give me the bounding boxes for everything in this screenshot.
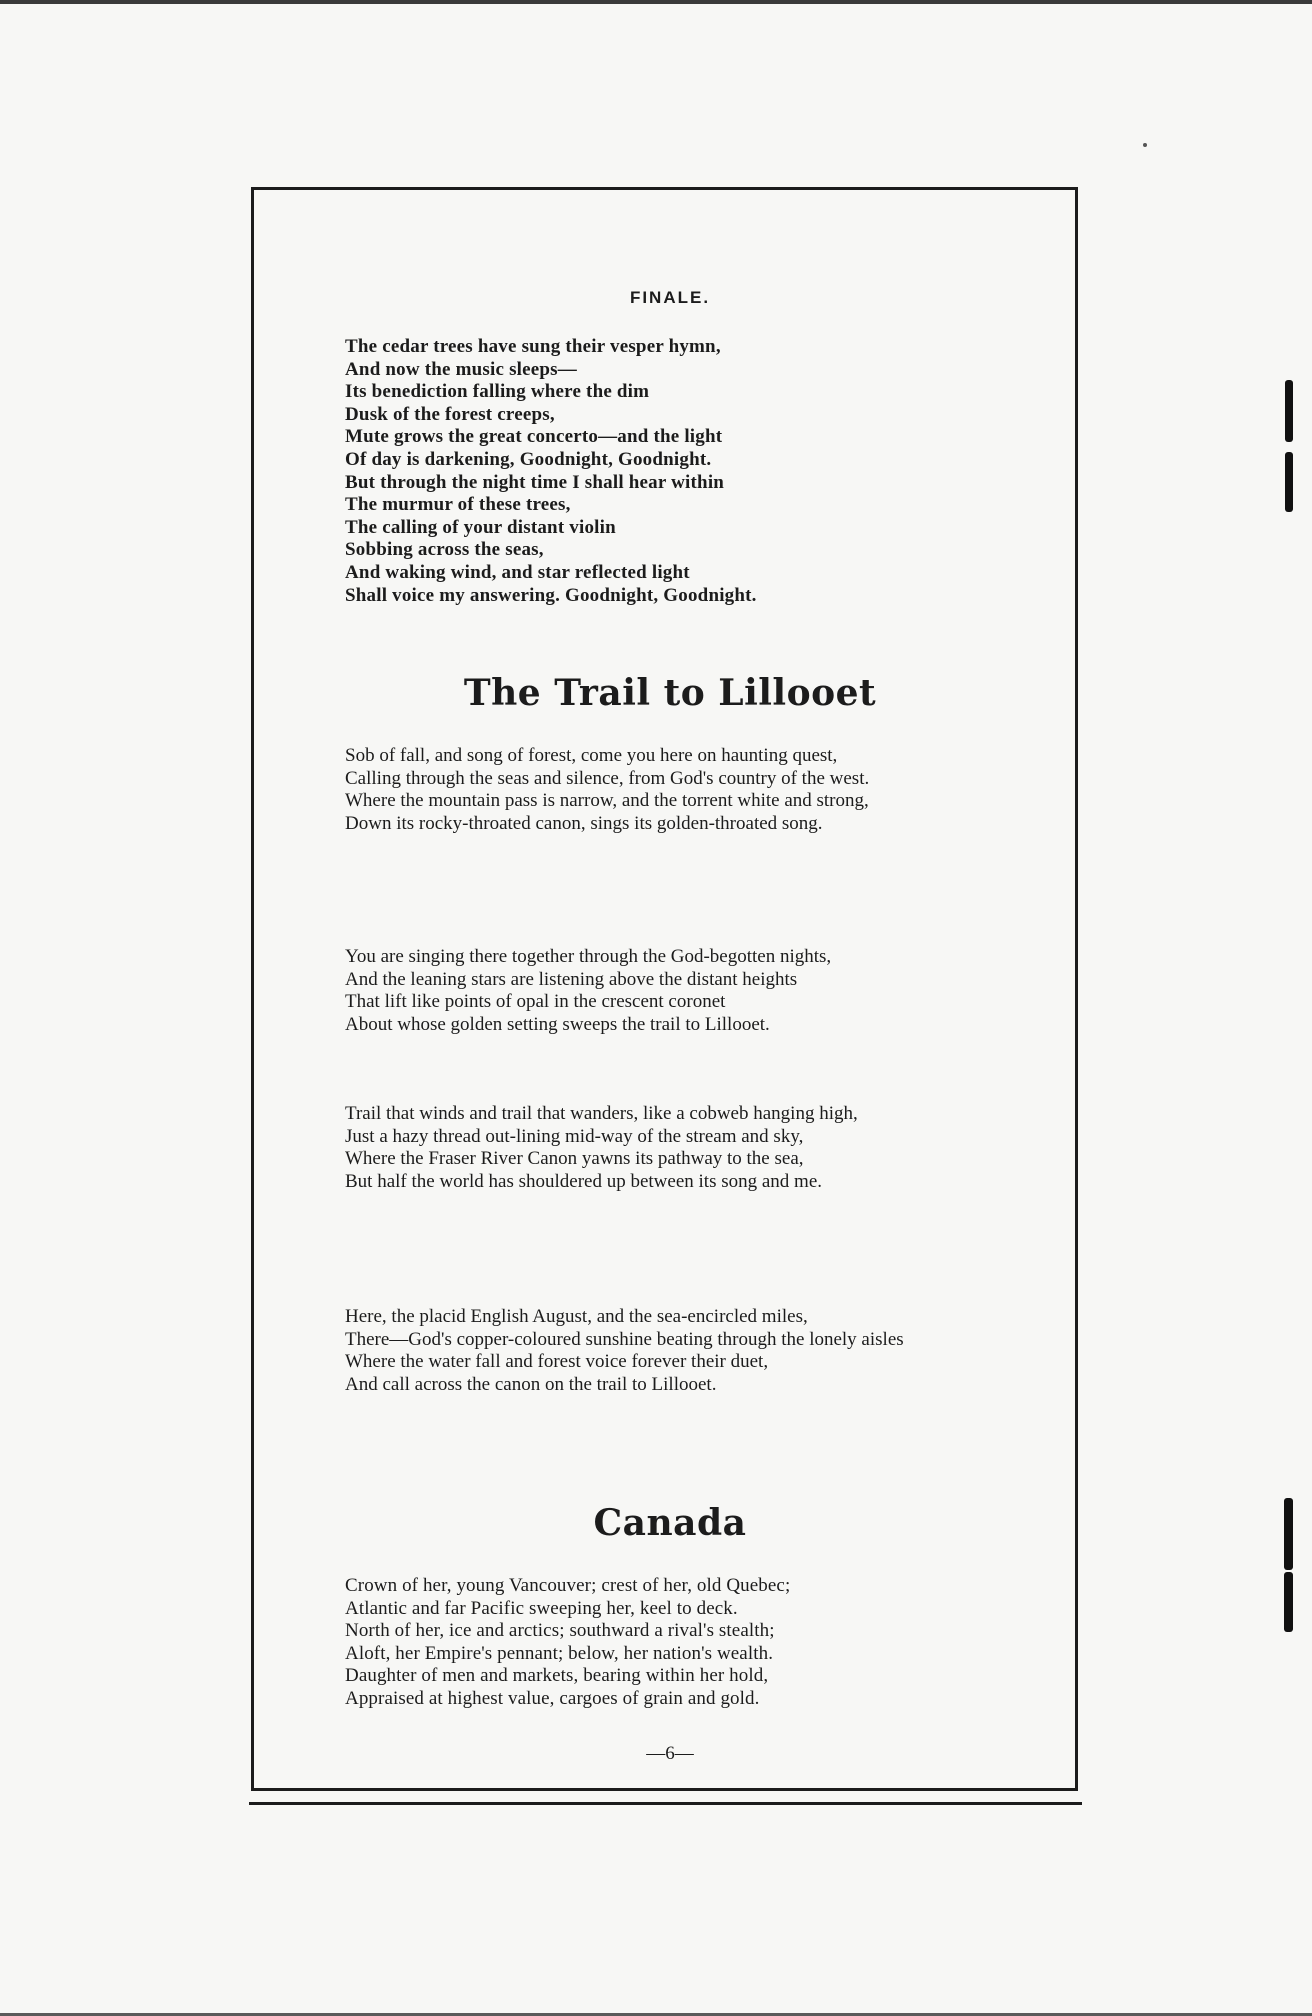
scan-speck: [1143, 143, 1147, 147]
poem-line: That lift like points of opal in the crescent coronet: [345, 991, 726, 1013]
poem-line: About whose golden setting sweeps the trail to Lillooet.: [345, 1013, 770, 1035]
scan-edge-top: [0, 0, 1312, 4]
poem-line: Sob of fall, and song of forest, come you here on haunting quest,: [345, 745, 838, 766]
poem-line: Shall voice my answering. Goodnight, Goodnight.: [345, 584, 757, 606]
binding-mark: [1284, 1498, 1293, 1570]
stanza: [345, 946, 831, 1036]
poem-line: There—God's copper-coloured sunshine beating through the lonely aisles: [345, 1328, 904, 1350]
poem-line: And the leaning stars are listening above the distant heights: [345, 968, 798, 990]
poem-line: Dusk of the forest creeps,: [345, 403, 555, 425]
trail-title: The Trail to Lillooet: [463, 672, 877, 714]
poem-line: Where the water fall and forest voice forever their duet,: [345, 1351, 769, 1373]
poem-line: Its benediction falling where the dim: [345, 381, 650, 403]
poem-line: Of day is darkening, Goodnight, Goodnight.: [345, 448, 712, 470]
poem-line: Just a hazy thread out-lining mid-way of the stream and sky,: [345, 1125, 804, 1147]
binding-mark: [1285, 452, 1293, 512]
poem-line: Where the Fraser River Canon yawns its pathway to the sea,: [345, 1148, 804, 1170]
page-bottom-rule: [249, 1802, 1082, 1805]
page-number: —6—: [646, 1743, 694, 1764]
finale-poem: [345, 336, 757, 607]
poem-line: You are singing there together through the God-begotten nights,: [345, 946, 832, 967]
poem-line: North of her, ice and arctics; southward a rival's stealth;: [345, 1620, 775, 1642]
poem-line: Aloft, her Empire's pennant; below, her nation's wealth.: [345, 1642, 774, 1664]
poem-line: Sobbing across the seas,: [345, 539, 544, 561]
poem-line: The calling of your distant violin: [345, 516, 616, 538]
canada-poem: [345, 1575, 790, 1711]
stanza: [345, 1306, 904, 1396]
poem-line: Crown of her, young Vancouver; crest of her, old Quebec;: [345, 1575, 791, 1596]
stanza: [345, 1103, 858, 1193]
poem-line: The cedar trees have sung their vesper hymn,: [345, 336, 721, 357]
poem-line: And call across the canon on the trail to Lillooet.: [345, 1373, 717, 1395]
poem-line: Appraised at highest value, cargoes of grain and gold.: [345, 1687, 760, 1709]
stanza: [345, 745, 869, 835]
finale-title: FINALE.: [629, 288, 711, 307]
poem-line: Down its rocky-throated canon, sings its golden-throated song.: [345, 812, 823, 834]
poem-line: The murmur of these trees,: [345, 494, 571, 516]
poem-line: Where the mountain pass is narrow, and the torrent white and strong,: [345, 790, 869, 812]
poem-line: Trail that winds and trail that wanders, like a cobweb hanging high,: [345, 1103, 858, 1124]
poem-line: And waking wind, and star reflected light: [345, 561, 690, 583]
poem-line: Mute grows the great concerto—and the light: [345, 426, 723, 448]
binding-mark: [1285, 380, 1293, 442]
poem-line: Here, the placid English August, and the sea-encircled miles,: [345, 1306, 808, 1327]
poem-line: Calling through the seas and silence, from God's country of the west.: [345, 767, 870, 789]
poem-line: And now the music sleeps—: [345, 358, 577, 380]
poem-line: But through the night time I shall hear within: [345, 471, 725, 493]
binding-mark: [1284, 1572, 1293, 1632]
canada-title: Canada: [593, 1502, 747, 1544]
poem-line: But half the world has shouldered up between its song and me.: [345, 1170, 823, 1192]
poem-line: Daughter of men and markets, bearing within her hold,: [345, 1665, 769, 1687]
poem-line: Atlantic and far Pacific sweeping her, keel to deck.: [345, 1597, 738, 1619]
